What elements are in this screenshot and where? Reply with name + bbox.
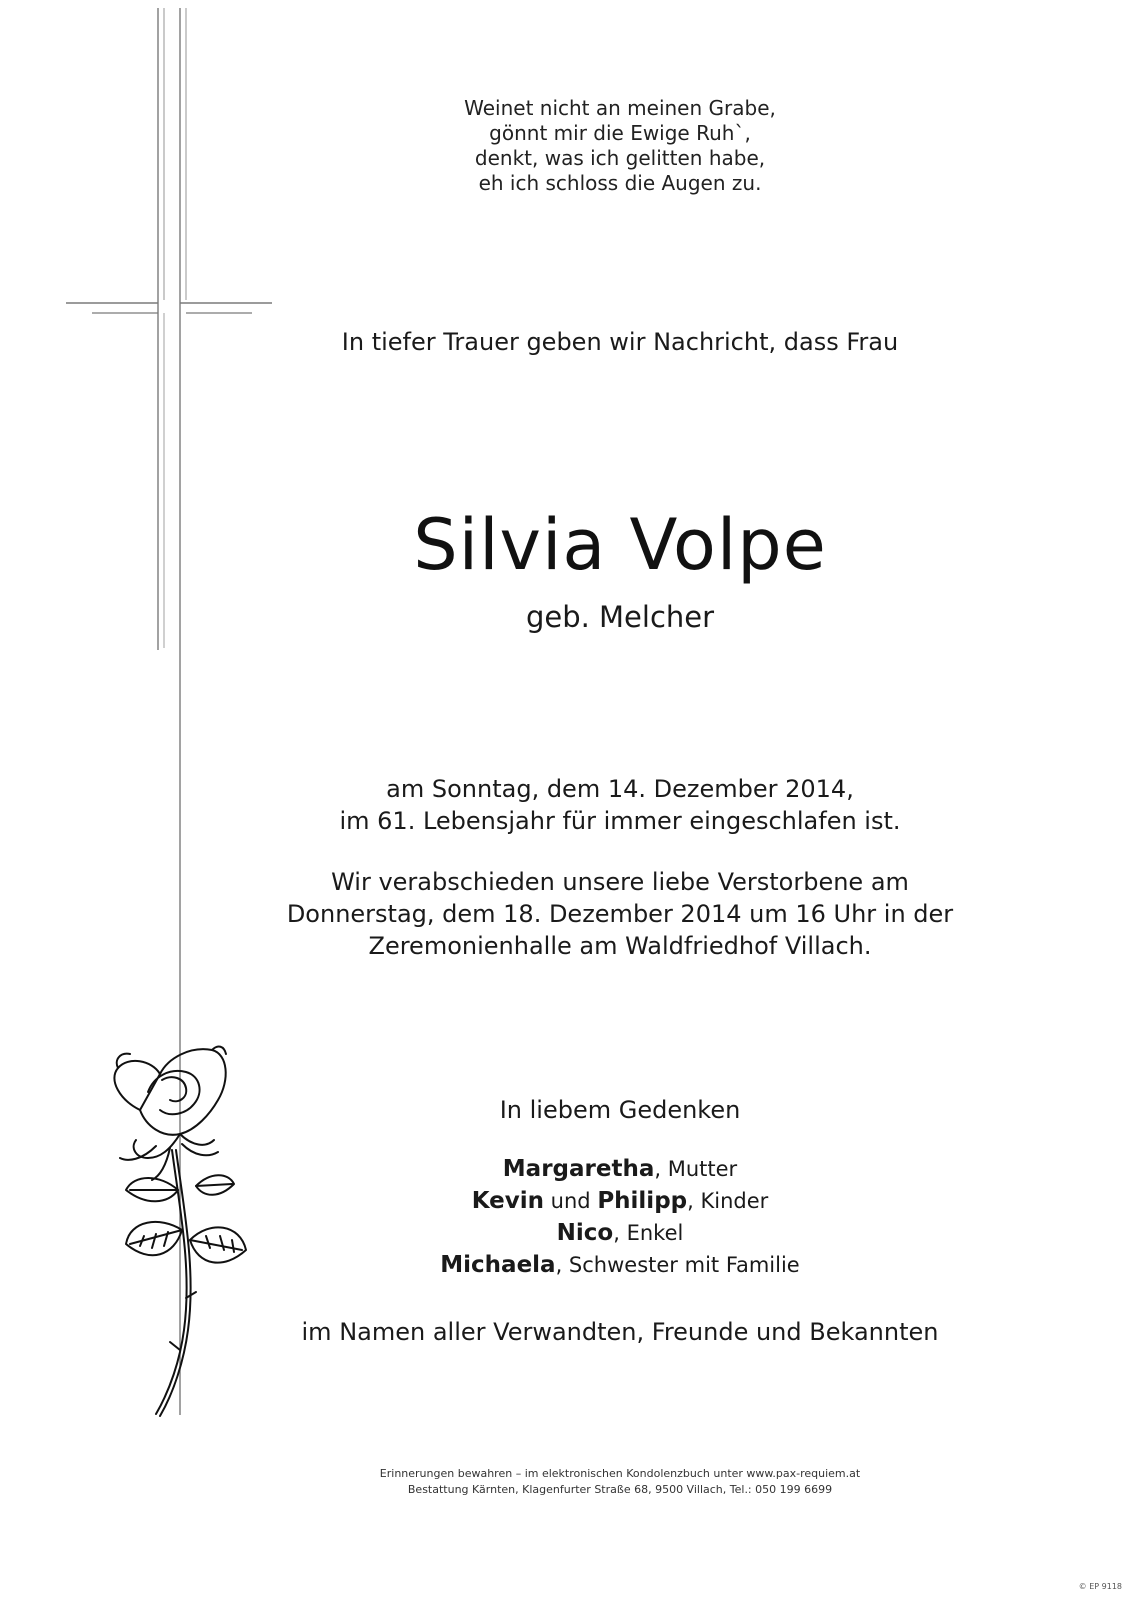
- memory-heading: In liebem Gedenken: [499, 1096, 741, 1124]
- death-notice: [190, 773, 1050, 837]
- funeral-line: Wir verabschieden unsere liebe Verstorbene am: [331, 868, 909, 896]
- mourner-name: Nico: [556, 1220, 614, 1246]
- deceased-name: Silvia Volpe: [413, 504, 827, 586]
- poem-line: eh ich schloss die Augen zu.: [478, 171, 762, 195]
- funeral-line: Zeremonienhalle am Waldfriedhof Villach.: [368, 932, 872, 960]
- mourners-list: [190, 1153, 1050, 1281]
- poem-line: gönnt mir die Ewige Ruh`,: [489, 121, 751, 145]
- death-line: im 61. Lebensjahr für immer eingeschlafen ist.: [339, 807, 901, 835]
- footer-line: Erinnerungen bewahren – im elektronischen Kondolenzbuch unter www.pax-requiem.at: [379, 1467, 861, 1480]
- mourner-name: Michaela: [440, 1252, 556, 1278]
- footer: [190, 1466, 1050, 1498]
- mourner-row: [190, 1153, 1050, 1185]
- mourner-relation: , Schwester mit Familie: [555, 1253, 800, 1277]
- mourner-row: [190, 1249, 1050, 1281]
- closing-text: im Namen aller Verwandten, Freunde und Bekannten: [301, 1318, 939, 1346]
- mourner-relation: , Enkel: [613, 1221, 684, 1245]
- funeral-details: [190, 866, 1050, 962]
- birth-name: geb. Melcher: [525, 600, 715, 634]
- funeral-line: Donnerstag, dem 18. Dezember 2014 um 16 Uhr in der: [286, 900, 954, 928]
- poem: [190, 96, 1050, 196]
- mourner-name: Philipp: [597, 1188, 688, 1214]
- mourner-relation: , Mutter: [654, 1157, 738, 1181]
- mourner-name: Kevin: [471, 1188, 544, 1214]
- poem-line: Weinet nicht an meinen Grabe,: [464, 96, 776, 120]
- mourner-row: [190, 1217, 1050, 1249]
- mourner-relation: , Kinder: [687, 1189, 769, 1213]
- death-line: am Sonntag, dem 14. Dezember 2014,: [386, 775, 854, 803]
- mourner-row: [190, 1185, 1050, 1217]
- footer-line: Bestattung Kärnten, Klagenfurter Straße 68, 9500 Villach, Tel.: 050 199 6699: [407, 1483, 833, 1496]
- corner-code: © EP 9118: [1078, 1582, 1122, 1591]
- mourner-connector: und: [544, 1189, 598, 1213]
- poem-line: denkt, was ich gelitten habe,: [474, 146, 766, 170]
- mourner-name: Margaretha: [502, 1156, 655, 1182]
- intro-text: In tiefer Trauer geben wir Nachricht, dass Frau: [341, 328, 899, 356]
